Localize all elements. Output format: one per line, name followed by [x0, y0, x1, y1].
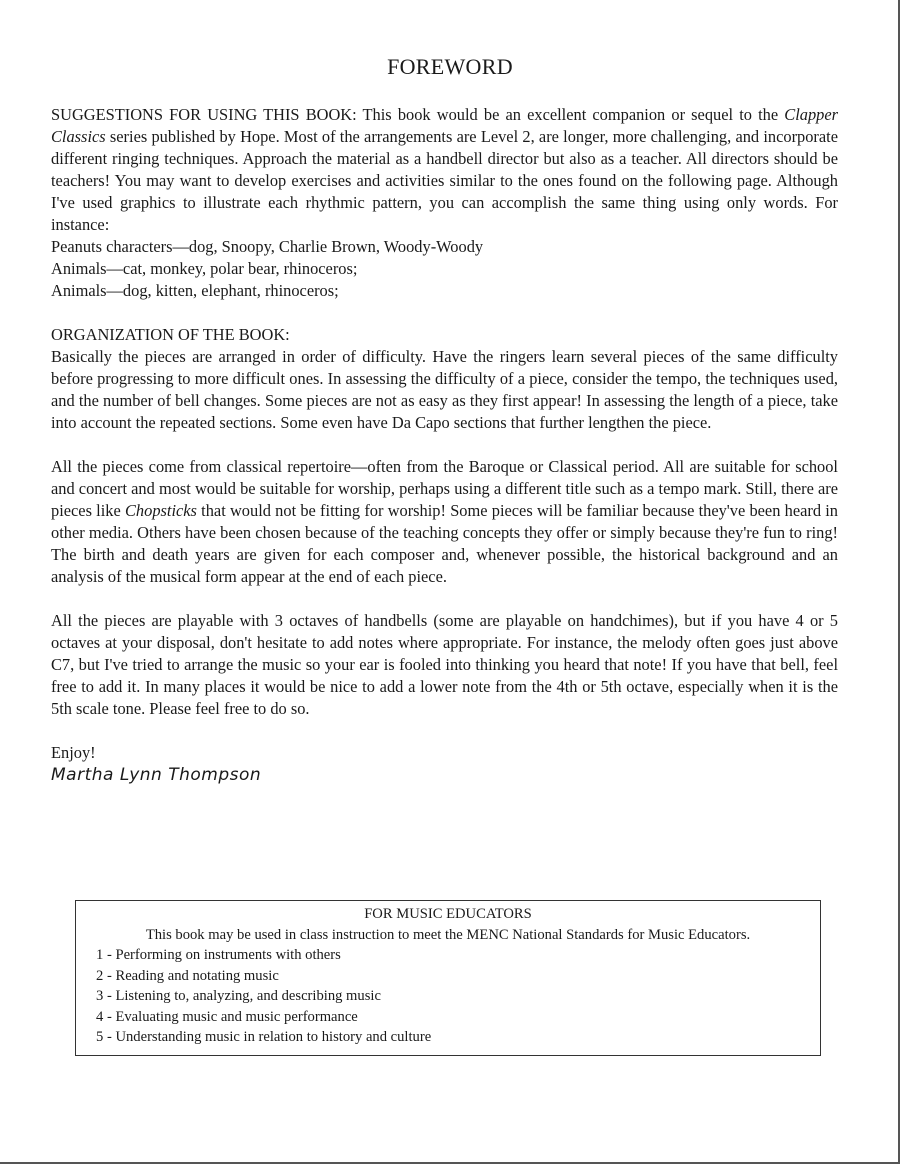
- signature: Martha Lynn Thompson: [51, 765, 262, 785]
- standards-list: [76, 945, 820, 1048]
- list-item: 4 - Evaluating music and music performance: [96, 1008, 358, 1025]
- suggestions-paragraph: [51, 104, 838, 236]
- example-line: Animals—dog, kitten, elephant, rhinoceros;: [51, 281, 339, 300]
- series-title: Clapper Classics: [51, 105, 838, 146]
- list-item: 3 - Listening to, analyzing, and describing music: [96, 988, 381, 1004]
- foreword-body: [51, 104, 838, 786]
- chopsticks-title: Chopsticks: [125, 501, 197, 520]
- list-item: 5 - Understanding music in relation to history and culture: [96, 1029, 432, 1045]
- educators-box-intro: This book may be used in class instruction to meet the MENC National Standards for Music Educators.: [145, 926, 751, 943]
- educators-box-title: FOR MUSIC EDUCATORS: [364, 906, 532, 922]
- suggestions-text-start: SUGGESTIONS FOR USING THIS BOOK: This book would be an excellent companion or sequel to the: [51, 105, 785, 124]
- example-line: Peanuts characters—dog, Snoopy, Charlie Brown, Woody-Woody: [51, 237, 484, 256]
- organization-paragraph-2: [51, 456, 838, 588]
- page-title: FOREWORD: [387, 54, 513, 79]
- educators-box: [75, 900, 821, 1056]
- example-line: Animals—cat, monkey, polar bear, rhinoceros;: [51, 259, 358, 278]
- para2-text-rest: that would not be fitting for worship! Some pieces will be familiar because they've been heard in other media. Others have been chosen because of the teaching concepts they offer or simply because they're fun to ring! The birth and death years are given for each composer and, whenever possible, the historical background and an analysis of the musical form appear at the end of each piece.: [51, 501, 838, 586]
- suggestions-text-rest: series published by Hope. Most of the arrangements are Level 2, are longer, more challenging, and incorporate different ringing techniques. Approach the material as a handbell director but also as a teacher. All directors should be teachers! You may want to develop exercises and activities similar to the ones found on the following page. Although I've used graphics to illustrate each rhythmic pattern, you can accomplish the same thing using only words. For instance:: [51, 127, 838, 234]
- organization-paragraph-3: All the pieces are playable with 3 octaves of handbells (some are playable on handchimes), but if you have 4 or 5 octaves at your disposal, don't hesitate to add notes where appropriate. For instance, the melody often goes just above C7, but I've tried to arrange the music so your ear is fooled into thinking you heard that note! If you have that bell, feel free to add it. In many places it would be nice to add a lower note from the 4th or 5th octave, especially when it is the 5th scale tone. Please feel free to do so.: [51, 611, 838, 718]
- organization-heading: ORGANIZATION OF THE BOOK:: [51, 325, 290, 344]
- list-item: 2 - Reading and notating music: [96, 967, 279, 984]
- enjoy-text: Enjoy!: [51, 743, 96, 762]
- para2-text-start: All the pieces come from classical repertoire—often from the Baroque or Classical period. All are suitable for school and concert and most would be suitable for worship, perhaps using a different title such as a tempo mark. Still, there are pieces like: [51, 457, 838, 520]
- organization-paragraph-1: Basically the pieces are arranged in order of difficulty. Have the ringers learn several pieces of the same difficulty before progressing to more difficult ones. In assessing the difficulty of a piece, consider the tempo, the techniques used, and the number of bell changes. Some pieces are not as easy as they first appear! In assessing the length of a piece, take into account the repeated sections. Some even have Da Capo sections that further lengthen the piece.: [51, 347, 838, 432]
- list-item: 1 - Performing on instruments with others: [96, 947, 341, 963]
